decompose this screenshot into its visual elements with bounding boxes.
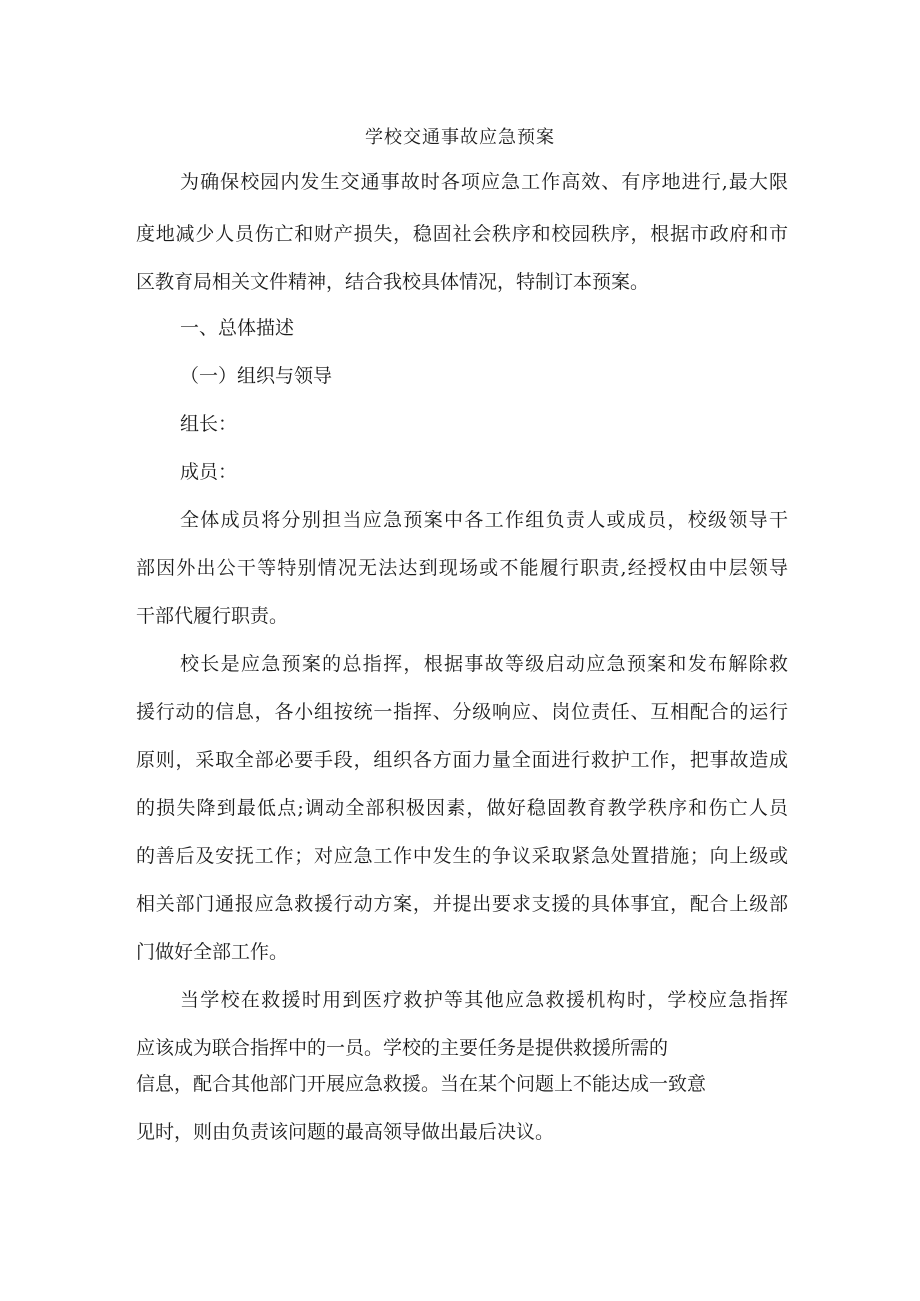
paragraph-line: 校长是应急预案的总指挥，根据事故等级启动应急预案和发布解除救: [180, 653, 788, 675]
paragraph-line: 的损失降到最低点;调动全部积极因素，做好稳固教育教学秩序和伤亡人员: [136, 797, 788, 819]
paragraph-line: 见时，则由负责该问题的最高领导做出最后决议。: [136, 1121, 555, 1143]
paragraph-line: 原则，采取全部必要手段，组织各方面力量全面进行救护工作，把事故造成: [136, 749, 788, 771]
paragraph-line: 援行动的信息，各小组按统一指挥、分级响应、岗位责任、互相配合的运行: [136, 701, 788, 723]
paragraph-line: 当学校在救援时用到医疗救护等其他应急救援机构时，学校应急指挥: [180, 989, 788, 1011]
paragraph-line: 应该成为联合指挥中的一员。学校的主要任务是提供救援所需的: [136, 1037, 669, 1059]
paragraph-line: 区教育局相关文件精神，结合我校具体情况，特制订本预案。: [136, 271, 650, 293]
members-label: 成员：: [180, 461, 238, 483]
paragraph-line: 为确保校园内发生交通事故时各项应急工作高效、有序地进行,最大限: [180, 171, 788, 193]
paragraph-line: 干部代履行职责。: [136, 605, 289, 627]
paragraph-line: 全体成员将分别担当应急预案中各工作组负责人或成员，校级领导干: [180, 509, 788, 531]
paragraph-line: 门做好全部工作。: [136, 941, 289, 963]
paragraph-line: 部因外出公干等特别情况无法达到现场或不能履行职责,经授权由中层领导: [136, 557, 788, 579]
paragraph-line: 的善后及安抚工作；对应急工作中发生的争议采取紧急处置措施；向上级或: [136, 845, 788, 867]
document-title: 学校交通事故应急预案: [365, 127, 555, 148]
paragraph-line: 信息，配合其他部门开展应急救援。当在某个问题上不能达成一致意: [136, 1073, 707, 1095]
paragraph-line: 相关部门通报应急救援行动方案，并提出要求支援的具体事宜，配合上级部: [136, 893, 788, 915]
leader-label: 组长：: [180, 413, 238, 435]
paragraph-line: 度地减少人员伤亡和财产损失，稳固社会秩序和校园秩序，根据市政府和市: [136, 223, 788, 245]
subsection-heading: （一）组织与领导: [180, 365, 333, 387]
section-heading: 一、总体描述: [180, 317, 295, 339]
